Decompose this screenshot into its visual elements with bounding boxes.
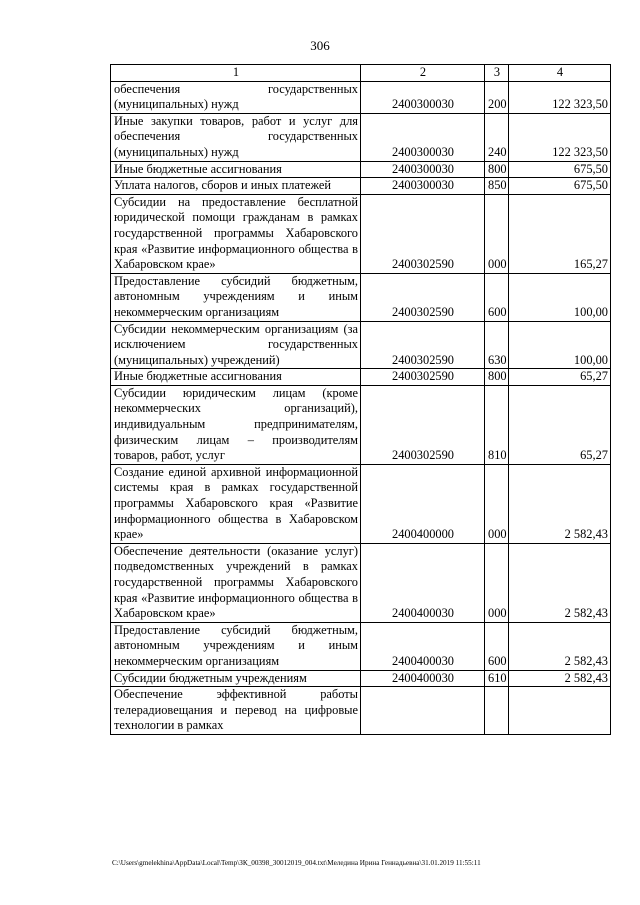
- row-code: 2400300030: [361, 81, 485, 113]
- header-col-3: 3: [485, 65, 509, 82]
- footer-file-path: C:\Users\gmelekhina\AppData\Local\Temp\ЗК_00398_30012019_004.txt\Меледина Ирина Геннадьевна\31.01.2019 11:55:11: [112, 859, 481, 867]
- row-name: Обеспечение деятельности (оказание услуг) подведомственных учреждений в рамках государственной программы Хабаровского края «Развитие информационного общества в Хабаровском крае»: [111, 543, 361, 622]
- row-type: 630: [485, 321, 509, 369]
- row-amount: 100,00: [509, 273, 611, 321]
- row-amount: 2 582,43: [509, 543, 611, 622]
- row-type: 600: [485, 273, 509, 321]
- row-amount: 2 582,43: [509, 670, 611, 687]
- row-type: 610: [485, 670, 509, 687]
- row-amount: 2 582,43: [509, 622, 611, 670]
- row-name: Субсидии юридическим лицам (кроме некоммерческих организаций), индивидуальным предпринимателям, физическим лицам – производителям товаров, работ, услуг: [111, 385, 361, 464]
- row-code: 2400300030: [361, 178, 485, 195]
- row-amount: 65,27: [509, 369, 611, 386]
- table-row: [111, 543, 611, 622]
- table-row: [111, 687, 611, 735]
- row-code: 2400302590: [361, 194, 485, 273]
- row-type: 600: [485, 622, 509, 670]
- row-name: обеспечения государственных (муниципальных) нужд: [111, 81, 361, 113]
- row-amount: 65,27: [509, 385, 611, 464]
- row-name: Предоставление субсидий бюджетным, автономным учреждениям и иным некоммерческим организациям: [111, 622, 361, 670]
- row-code: 2400302590: [361, 273, 485, 321]
- table-row: [111, 385, 611, 464]
- row-amount: 165,27: [509, 194, 611, 273]
- row-code: 2400400000: [361, 464, 485, 543]
- row-type: 810: [485, 385, 509, 464]
- page-number: 306: [310, 38, 330, 53]
- row-type: 850: [485, 178, 509, 195]
- table-row: [111, 369, 611, 386]
- row-amount: 675,50: [509, 161, 611, 178]
- row-code: 2400302590: [361, 369, 485, 386]
- row-name: Обеспечение эффективной работы телерадиовещания и перевод на цифровые технологии в рамках: [111, 687, 361, 735]
- row-type: [485, 687, 509, 735]
- row-type: 000: [485, 194, 509, 273]
- row-type: 800: [485, 369, 509, 386]
- header-col-2: 2: [361, 65, 485, 82]
- table-row: [111, 670, 611, 687]
- table-row: [111, 273, 611, 321]
- row-type: 200: [485, 81, 509, 113]
- row-code: 2400400030: [361, 543, 485, 622]
- row-code: 2400300030: [361, 113, 485, 161]
- row-name: Предоставление субсидий бюджетным, автономным учреждениям и иным некоммерческим организациям: [111, 273, 361, 321]
- header-col-4: 4: [509, 65, 611, 82]
- row-name: Создание единой архивной информационной системы края в рамках государственной программы Хабаровского края «Развитие информационного общества в Хабаровском крае»: [111, 464, 361, 543]
- table-row: [111, 321, 611, 369]
- header-col-1: 1: [111, 65, 361, 82]
- row-type: 000: [485, 464, 509, 543]
- row-name: Субсидии бюджетным учреждениям: [111, 670, 361, 687]
- table-row: [111, 113, 611, 161]
- table-row: [111, 622, 611, 670]
- row-code: 2400302590: [361, 385, 485, 464]
- row-name: Иные закупки товаров, работ и услуг для обеспечения государственных (муниципальных) нужд: [111, 113, 361, 161]
- table-row: [111, 194, 611, 273]
- row-amount: 100,00: [509, 321, 611, 369]
- row-amount: 122 323,50: [509, 81, 611, 113]
- table-header-row: [111, 65, 611, 82]
- row-name: Субсидии некоммерческим организациям (за исключением государственных (муниципальных) учреждений): [111, 321, 361, 369]
- row-amount: 2 582,43: [509, 464, 611, 543]
- row-code: 2400400030: [361, 622, 485, 670]
- row-type: 000: [485, 543, 509, 622]
- row-code: [361, 687, 485, 735]
- row-code: 2400400030: [361, 670, 485, 687]
- row-name: Иные бюджетные ассигнования: [111, 369, 361, 386]
- table-row: [111, 161, 611, 178]
- table-row: [111, 464, 611, 543]
- row-name: Субсидии на предоставление бесплатной юридической помощи гражданам в рамках государственной программы Хабаровского края «Развитие информационного общества в Хабаровском крае»: [111, 194, 361, 273]
- table-row: [111, 178, 611, 195]
- row-name: Иные бюджетные ассигнования: [111, 161, 361, 178]
- row-type: 800: [485, 161, 509, 178]
- row-name: Уплата налогов, сборов и иных платежей: [111, 178, 361, 195]
- row-amount: [509, 687, 611, 735]
- row-code: 2400302590: [361, 321, 485, 369]
- budget-table: [110, 64, 611, 735]
- row-code: 2400300030: [361, 161, 485, 178]
- row-amount: 122 323,50: [509, 113, 611, 161]
- row-type: 240: [485, 113, 509, 161]
- row-amount: 675,50: [509, 178, 611, 195]
- table-row: [111, 81, 611, 113]
